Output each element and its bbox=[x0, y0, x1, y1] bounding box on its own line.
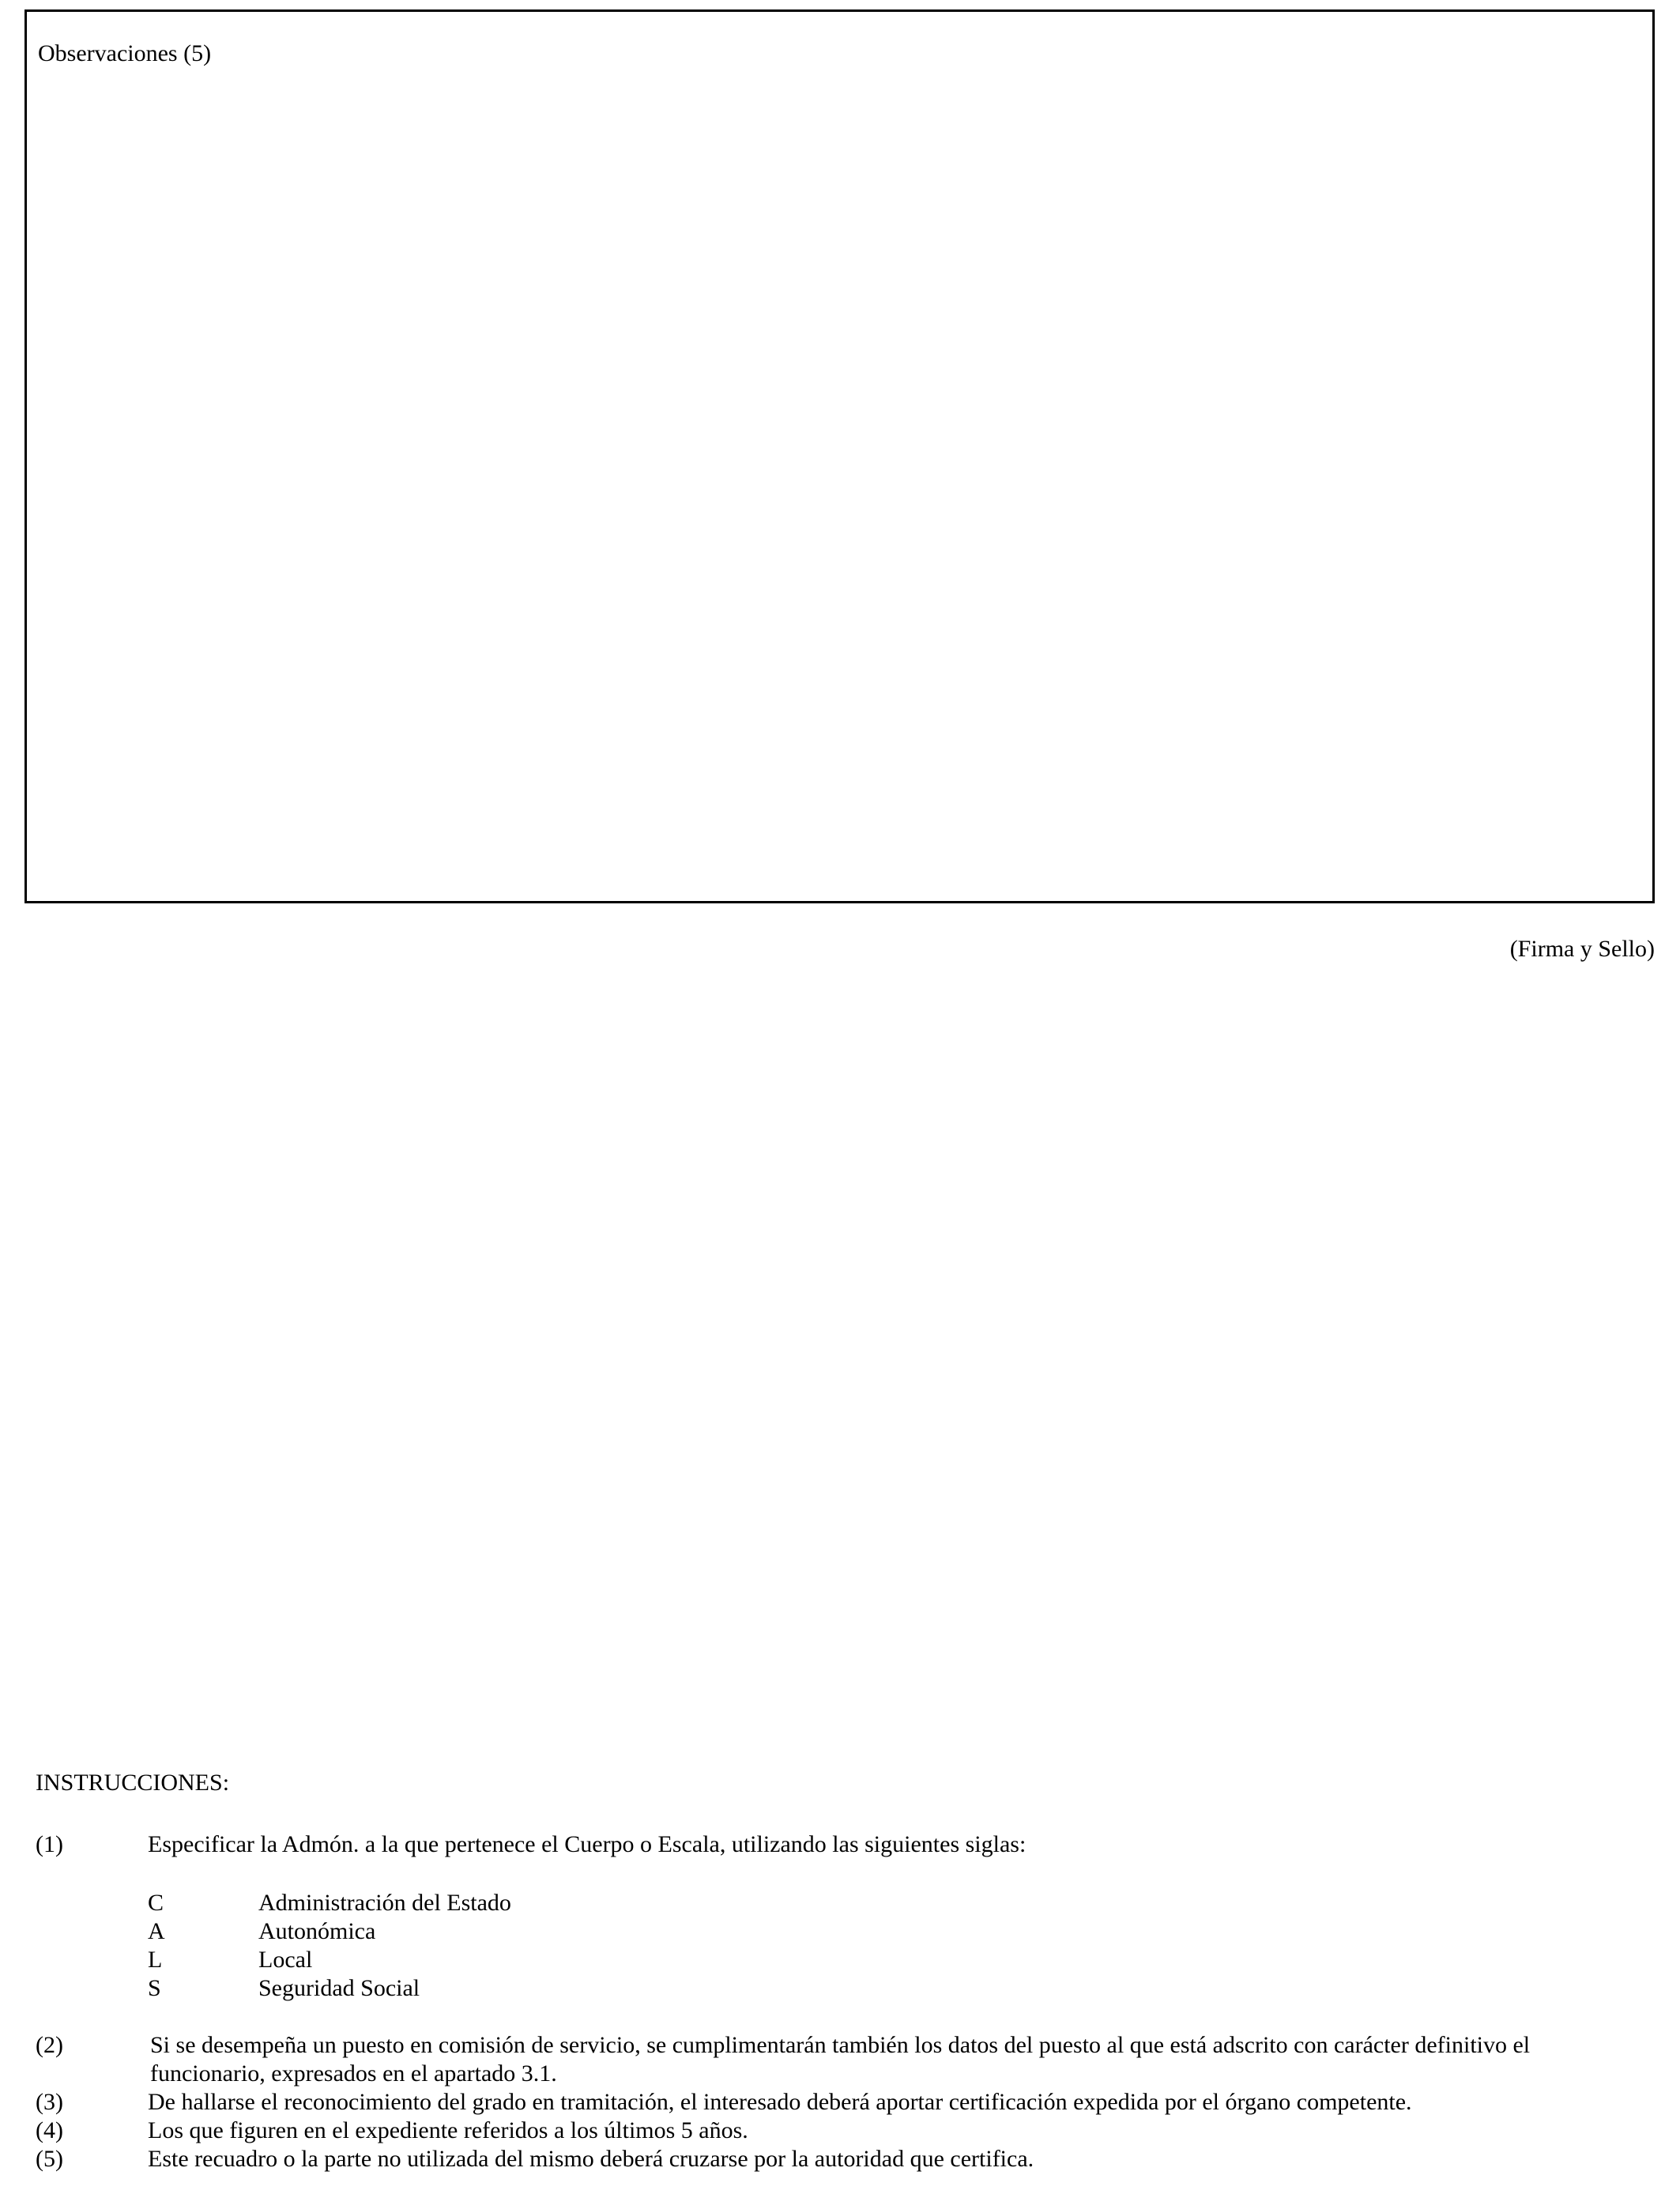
sigla-label-a: Autonómica bbox=[258, 1918, 376, 1944]
instruction-number-5: (5) bbox=[36, 2146, 63, 2172]
sigla-code-s: S bbox=[148, 1975, 161, 2001]
sigla-label-c: Administración del Estado bbox=[258, 1890, 511, 1916]
sigla-code-l: L bbox=[148, 1947, 163, 1973]
instruction-number-2: (2) bbox=[36, 2032, 63, 2058]
instruction-text-2: Si se desempeña un puesto en comisión de servicio, se cumplimentarán también los datos del puesto al que está adscrito con carácter definitivo el funcionario, expresados en el apartado 3.1. bbox=[150, 2032, 1531, 2087]
instruction-number-4: (4) bbox=[36, 2117, 63, 2143]
sigla-code-c: C bbox=[148, 1890, 164, 1916]
instrucciones-heading: INSTRUCCIONES: bbox=[36, 1770, 230, 1796]
instruction-text-4: Los que figuren en el expediente referidos a los últimos 5 años. bbox=[148, 2117, 748, 2143]
instruction-number-1: (1) bbox=[36, 1831, 63, 1857]
instruction-text-5: Este recuadro o la parte no utilizada del mismo deberá cruzarse por la autoridad que certifica. bbox=[148, 2146, 1034, 2172]
sigla-label-s: Seguridad Social bbox=[258, 1975, 420, 2001]
observaciones-title: Observaciones (5) bbox=[38, 40, 212, 66]
instruction-text-3: De hallarse el reconocimiento del grado en tramitación, el interesado deberá aportar certificación expedida por el órgano competente. bbox=[148, 2089, 1412, 2115]
instruction-number-3: (3) bbox=[36, 2089, 63, 2115]
instruction-text-1: Especificar la Admón. a la que pertenece el Cuerpo o Escala, utilizando las siguientes siglas: bbox=[148, 1831, 1026, 1857]
sigla-label-l: Local bbox=[258, 1947, 313, 1973]
sigla-code-a: A bbox=[148, 1918, 165, 1944]
firma-y-sello-label: (Firma y Sello) bbox=[1509, 936, 1655, 962]
observaciones-box bbox=[24, 9, 1655, 903]
